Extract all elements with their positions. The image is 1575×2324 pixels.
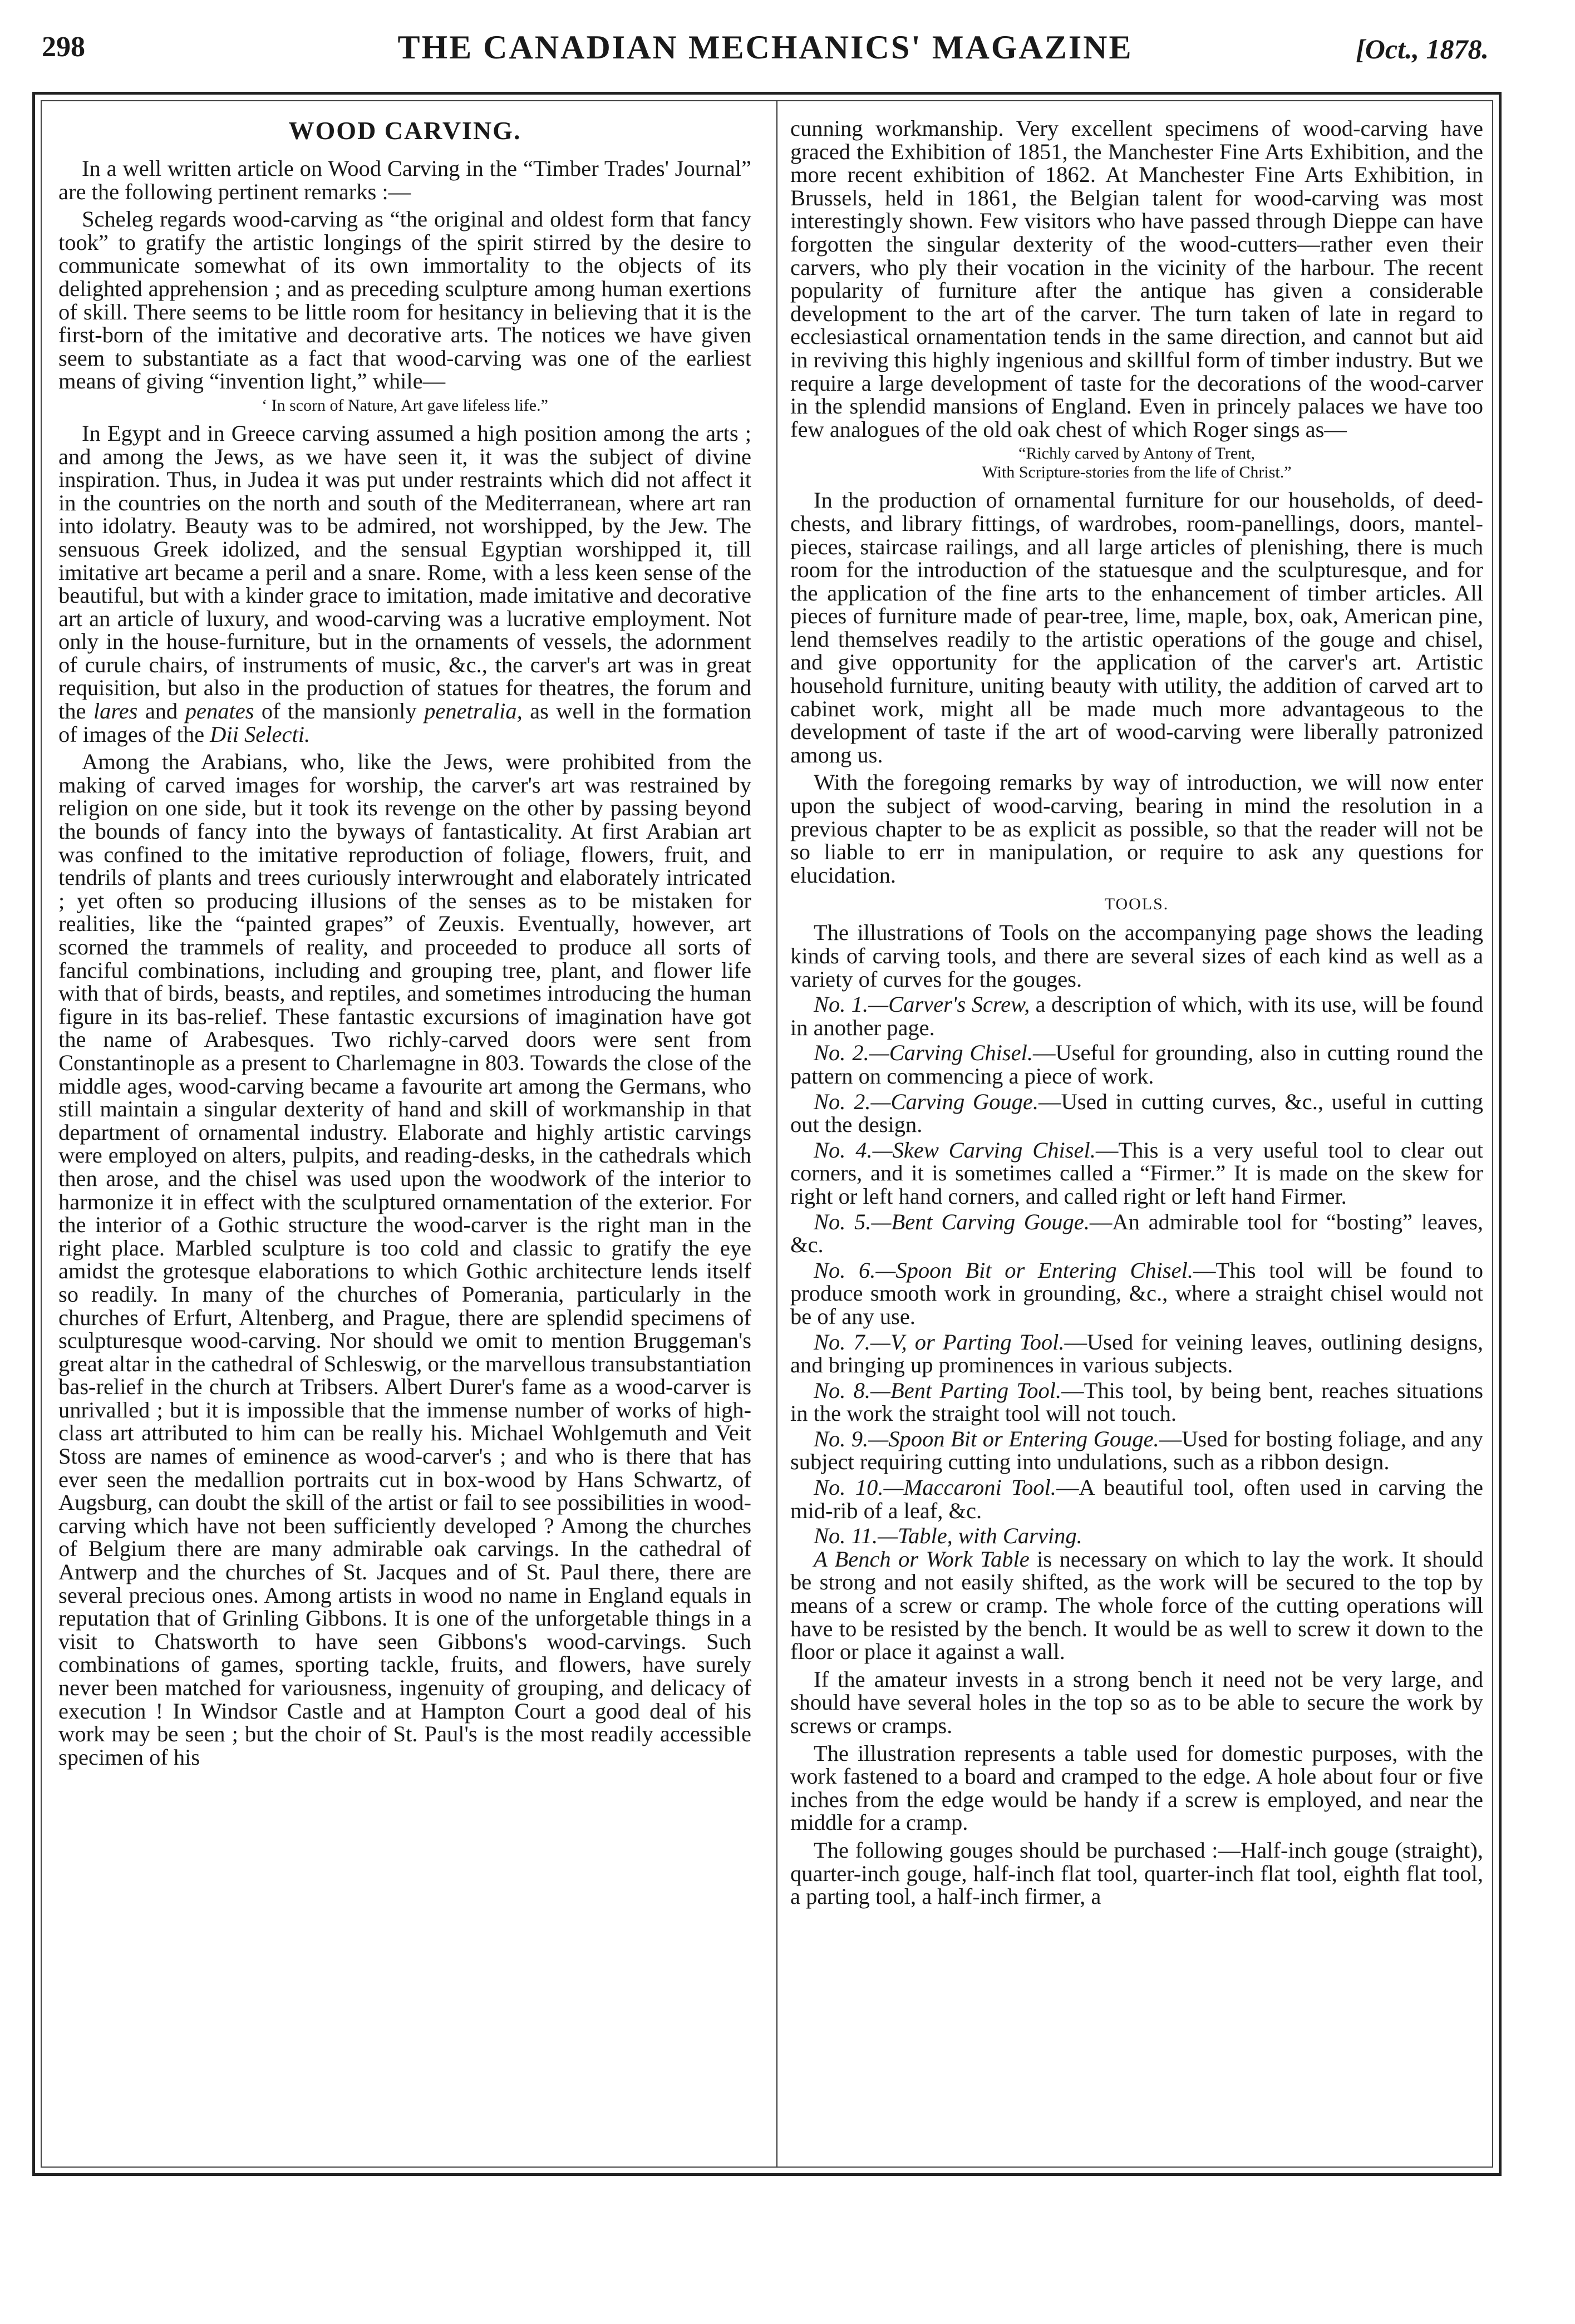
tool-description: —This is a very useful tool to clear out corners, and it is sometimes called a “Firmer.” It is made on the skew for right or left hand corners, and called right or left hand Firmer. — [790, 1137, 1483, 1209]
article-frame-inner — [41, 100, 1493, 2168]
tool-name: No. 10.—Maccaroni Tool. — [814, 1475, 1056, 1500]
text-run: of the mansionly — [254, 698, 425, 724]
tool-item — [790, 1259, 1483, 1328]
tool-description: —This tool, by being bent, reaches situations in the work the straight tool will not touch. — [790, 1377, 1483, 1426]
tool-item — [790, 1427, 1483, 1474]
tool-description: —Useful for grounding, also in cutting round the pattern on commencing a piece of work. — [790, 1040, 1484, 1089]
tool-item — [790, 1041, 1483, 1087]
paragraph: The following gouges should be purchased :—Half-inch gouge (straight), quarter-inch gouge, half-inch flat tool, quarter-inch flat tool, eighth flat tool, a parting tool, a half-inch firmer, a — [790, 1837, 1483, 1909]
poetry-quote: ‘ In scorn of Nature, Art gave lifeless life.” — [262, 396, 548, 415]
italic-term: Dii Selecti. — [210, 721, 311, 747]
tool-item — [790, 1210, 1483, 1257]
text-run: and — [137, 698, 185, 724]
paragraph: In the production of ornamental furniture for our households, of deed-chests, and library fittings, of wardrobes, room-panellings, doors, mantel-pieces, staircase railings, and all large articles of plenishing, there is much room for the introduction of the statuesque and the sculpturesque, and for the application of the fine arts to the enhancement of timber articles. All pieces of furniture made of pear-tree, lime, maple, box, oak, American pine, lend themselves readily to the artistic operations of the gouge and chisel, and give opportunity for the application of the carver's art. Artistic household furniture, uniting beauty with utility, the addition of carved art to cabinet work, might all be made much more advantageous to the development of taste if the art of wood-carving were liberally patronized among us. — [790, 488, 1483, 767]
article-frame — [32, 92, 1502, 2176]
tool-description: —An admirable tool for “bosting” leaves, &c. — [790, 1209, 1484, 1258]
quote-line: “Richly carved by Antony of Trent, — [1018, 444, 1255, 463]
right-column — [790, 117, 1483, 1908]
italic-term: penetralia, — [424, 698, 523, 724]
tool-name: No. 2.—Carving Gouge. — [814, 1089, 1038, 1114]
tool-name: No. 5.—Bent Carving Gouge. — [814, 1209, 1090, 1234]
tool-name: No. 11.—Table, with Carving. — [814, 1523, 1082, 1549]
italic-term: A Bench or Work Table — [814, 1546, 1030, 1572]
paragraph: If the amateur invests in a strong bench it need not be very large, and should have several holes in the top so as to be able to secure the work by screws or cramps. — [790, 1666, 1483, 1738]
tool-name: No. 1.—Carver's Screw, — [814, 992, 1030, 1017]
tool-name: No. 6.—Spoon Bit or Entering Chisel. — [814, 1257, 1193, 1283]
tool-name: No. 9.—Spoon Bit or Entering Gouge. — [814, 1426, 1159, 1451]
italic-term: lares — [93, 698, 138, 724]
text-run: as well in the formation of images of the — [58, 698, 751, 747]
tool-item — [790, 1331, 1483, 1377]
tool-item — [790, 993, 1483, 1039]
tool-item — [790, 1476, 1483, 1522]
tool-description: —A beautiful tool, often used in carving the mid-rib of a leaf, &c. — [790, 1475, 1483, 1523]
paragraph: Among the Arabians, who, like the Jews, were prohibited from the making of carved images for worship, the carver's art was restrained by religion on one side, but it took its revenge on the other by passing beyond the bounds of fancy into the byways of fantasticality. At first Arabian art was confined to the imitative reproduction of foliage, flowers, fruit, and tendrils of plants and trees curiously interwrought and elaborately intricated ; yet often so producing illusions of the senses as to be mistaken for realities, like the “painted grapes” of Zeuxis. Eventually, however, art scorned the trammels of reality, and proceeded to produce all sorts of fanciful combinations, including and grouping tree, plant, and flower life with that of birds, beasts, and reptiles, and sometimes introducing the human figure in its bas-relief. These fantastic excursions of imagination have got the name of Arabesques. Two richly-carved doors were sent from Constantinople as a present to Charlemagne in 803. Towards the close of the middle ages, wood-carving became a favourite art among the Germans, who still maintain a singular dexterity of hand and skill of workmanship in that department of ornamental industry. Elaborate and highly artistic carvings were employed on alters, pulpits, and reading-desks, in the cathedrals which then arose, and the chisel was used upon the woodwork of the interior to harmonize it in effect with the sculptured ornamentation of the exterior. For the interior of a Gothic structure the wood-carver is the right man in the right place. Marbled sculpture is too cold and classic to gratify the eye amidst the grotesque elaborations to which Gothic architecture lends itself so readily. In many of the churches of Pomerania, particularly in the churches of Erfurt, Altenberg, and Prague, there are splendid specimens of sculpturesque wood-carving. Nor should we omit to mention Bruggeman's great altar in the cathedral of Schleswig, or the marvellous transubstantiation bas-relief in the church at Tribsers. Albert Durer's fame as a wood-carver is unrivalled ; but it is impossible that the immense number of works of high-class art attributed to him can be really his. Michael Wohlgemuth and Veit Stoss are names of eminence as wood-carver's ; and who is there that has ever seen the medallion portraits cut in box-wood by Hans Schwartz, of Augsburg, can doubt the skill of the artist or fail to see possibilities in wood-carving which have not been sufficiently developed ? Among the churches of Belgium there are many admirable oak carvings. In the cathedral of Antwerp and the churches of St. Jacques and of St. Paul there, there are several precious ones. Among artists in wood no name in England equals in reputation that of Grinling Gibbons. It is one of the unforgetable things in a visit to Chatsworth to have seen Gibbons's wood-carvings. Such combinations of games, sporting tackle, fruits, and flowers, have surely never been matched for variousness, ingenuity of grouping, and delicacy of execution ! In Windsor Castle and at Hampton Court a good deal of his work may be seen ; but the choir of St. Paul's is the most readily accessible specimen of his — [58, 749, 751, 1770]
tool-item — [790, 1090, 1483, 1136]
page-header — [42, 25, 1489, 75]
paragraph — [58, 422, 751, 746]
page-number: 298 — [42, 31, 85, 63]
paragraph: With the foregoing remarks by way of introduction, we will now enter upon the subject of wood-carving, bearing in mind the resolution in a previous chapter to be as explicit as possible, so that the reader will not be so liable to err in manipulation, or require to ask any questions for elucidation. — [790, 770, 1483, 888]
column-divider — [776, 101, 777, 2167]
tool-description: —Used for bosting foliage, and any subject requiring cutting into undulations, such as a ribbon design. — [790, 1426, 1484, 1475]
tool-name: No. 2.—Carving Chisel. — [814, 1040, 1033, 1066]
text-run: In Egypt and in Greece carving assumed a high position among the arts ; and among the Jews, as we have seen it, it was the subject of divine inspiration. Thus, in Judea it was put under restraints which did not affect it in the countries on the north and south of the Mediterranean, where art ran into idolatry. Beauty was to be admired, not worshipped, by the Jew. The sensuous Greek idolized, and the sensual Egyptian worshipped it, till imitative art became a peril and a snare. Rome, with a less keen sense of the beautiful, but with a kinder grace to imitation, made imitative and decorative art an article of luxury, and wood-carving was a lucrative employment. Not only in the house-furniture, but in the ornaments of vessels, the adornment of curule chairs, of instruments of music, &c., the carver's art was in great requisition, but also in the production of statues for theatres, the forum and the — [58, 420, 751, 724]
magazine-title: THE CANADIAN MECHANICS' MAGAZINE — [397, 29, 1133, 66]
tool-name: No. 4.—Skew Carving Chisel. — [814, 1137, 1096, 1163]
poetry-quote — [790, 444, 1483, 482]
paragraph: Scheleg regards wood-carving as “the original and oldest form that fancy took” to gratify the artistic longings of the spirit stirred by the desire to communicate somewhat of its own immortality to the objects of its delighted apprehension ; and as preceding sculpture among human exertions of skill. There seems to be little room for hesitancy in believing that it is the first-born of the imitative and decorative arts. The notices we have given seem to substantiate as a fact that wood-carving was one of the earliest means of giving “invention light,” while— — [58, 206, 751, 394]
tool-item — [790, 1524, 1483, 1548]
paragraph — [790, 1548, 1483, 1663]
text-run: is necessary on which to lay the work. It should be strong and not easily shifted, as the work will be secured to the top by means of a screw or cramp. The whole force of the cutting operations will have to be resisted by the bench. It would be as well to screw it down to the floor or place it against a wall. — [790, 1546, 1483, 1665]
section-heading-tools: TOOLS. — [1104, 895, 1169, 914]
tool-description: —This tool will be found to produce smooth work in grounding, &c., where a straight chisel would not be of any use. — [790, 1257, 1483, 1329]
paragraph: cunning workmanship. Very excellent specimens of wood-carving have graced the Exhibition of 1851, the Manchester Fine Arts Exhibition, and the more recent exhibition of 1862. At Manchester Fine Arts Exhibition, in Brussels, held in 1861, the Belgian talent for wood-carving was most interestingly shown. Few visitors who have passed through Dieppe can have forgotten the singular dexterity of the wood-cutters—rather even their carvers, who ply their vocation in the vicinity of the harbour. The recent popularity of furniture after the antique has given a considerable development to the art of the carver. The turn taken of late in regard to ecclesiastical ornamentation tends in the same direction, and cannot but aid in reviving this highly ingenious and skillful form of timber industry. But we require a large development of taste for the decorations of the wood-carver in the splendid mansions of England. Even in princely palaces we have too few analogues of the old oak chest of which Roger sings as— — [790, 116, 1483, 442]
paragraph: The illustrations of Tools on the accompanying page shows the leading kinds of carving tools, and there are several sizes of each kind as well as a variety of curves for the gouges. — [790, 920, 1483, 992]
tool-name: No. 7.—V, or Parting Tool. — [814, 1329, 1065, 1355]
italic-term: penates — [185, 698, 254, 724]
paragraph: The illustration represents a table used for domestic purposes, with the work fastened to a board and cramped to the edge. A hole about four or five inches from the edge would be handy if a screw is employed, and near the middle for a cramp. — [790, 1740, 1483, 1835]
article-title: WOOD CARVING. — [288, 116, 521, 145]
issue-date: [Oct., 1878. — [1356, 33, 1489, 65]
tools-list — [790, 993, 1483, 1548]
tool-item — [790, 1379, 1483, 1425]
quote-line: With Scripture-stories from the life of Christ.” — [982, 463, 1292, 482]
tool-name: No. 8.—Bent Parting Tool. — [814, 1377, 1062, 1403]
tool-item — [790, 1139, 1483, 1208]
paragraph: In a well written article on Wood Carving in the “Timber Trades' Journal” are the following pertinent remarks :— — [58, 156, 751, 204]
tool-description: a description of which, with its use, will be found in another page. — [790, 992, 1483, 1040]
tool-description: —Used in cutting curves, &c., useful in cutting out the design. — [790, 1089, 1484, 1138]
left-column — [58, 117, 751, 1769]
tool-description: —Used for veining leaves, outlining designs, and bringing up prominences in various subjects. — [790, 1329, 1483, 1378]
